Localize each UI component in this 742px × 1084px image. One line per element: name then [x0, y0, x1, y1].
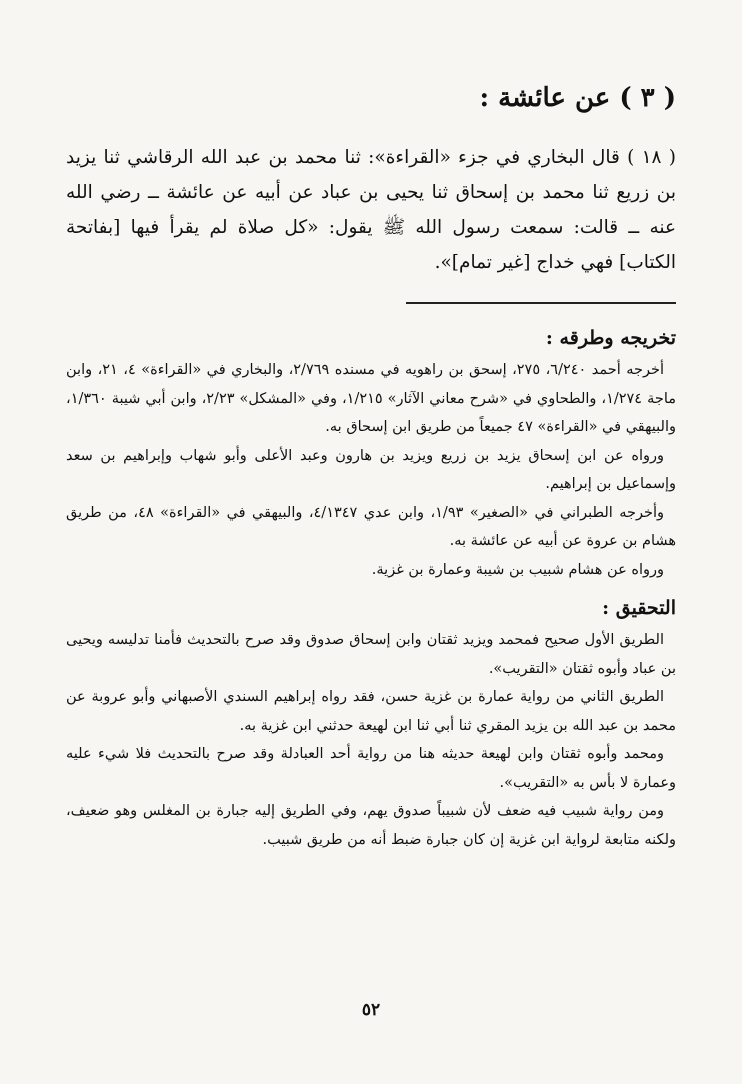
page-content: [66, 78, 676, 1044]
tahqiq-paragraph: ومن رواية شبيب فيه ضعف لأن شبيباً صدوق يهم، وفي الطريق إليه جبارة بن المغلس وهو ضعيف، ولكنه متابعة لرواية ابن غزية إن كان جبارة ضبط أنه من طريق شبيب.: [66, 803, 676, 848]
tahqiq-paragraph: ومحمد وأبوه ثقتان وابن لهيعة حديثه هنا من رواية أحد العبادلة وقد صرح بالتحديث فلا شيء عليه وعمارة لا بأس به «التقريب».: [66, 746, 676, 791]
takhrij-paragraph: أخرجه أحمد ٦/٢٤٠، ٢٧٥، إسحق بن راهويه في مسنده ٢/٧٦٩، والبخاري في «القراءة» ٤، ٢١، وابن ماجة ١/٢٧٤، والطحاوي في «شرح معاني الآثار» ١/٢١٥، وفي «المشكل» ٢/٢٣، وابن أبي شيبة ١/٣٦٠، والبيهقي في «القراءة» ٤٧ جميعاً من طريق ابن إسحاق به.: [66, 362, 677, 435]
tahqiq-paragraph: الطريق الثاني من رواية عمارة بن غزية حسن، فقد رواه إبراهيم السندي الأصبهاني وأبو عروبة عن محمد بن عبد الله بن يزيد المقري ثنا أبي ثنا ابن لهيعة حدثني ابن غزية به.: [66, 689, 676, 734]
takhrij-paragraph: ورواه عن ابن إسحاق يزيد بن زريع ويزيد بن هارون وعبد الأعلى وأبو شهاب وإبراهيم بن سعد وإسماعيل بن إبراهيم.: [66, 447, 676, 492]
takhrij-paragraph: وأخرجه الطبراني في «الصغير» ١/٩٣، وابن عدي ٤/١٣٤٧، والبيهقي في «القراءة» ٤٨، من طريق هشام بن عروة عن أبيه عن عائشة به.: [66, 504, 676, 549]
page-number: ٥٢: [361, 1000, 381, 1020]
takhrij-paragraph: ورواه عن هشام شبيب بن شيبة وعمارة بن غزية.: [371, 561, 664, 578]
takhrij-section: [66, 324, 676, 584]
hadith-text: ( ١٨ ) قال البخاري في جزء «القراءة»: ثنا محمد بن عبد الله الرقاشي ثنا يزيد بن زريع ثنا محمد بن إسحاق ثنا يحيى بن عباد عن أبيه عن عائشة ــ رضي الله عنه ــ قالت: سمعت رسول الله ﷺ يقول: «كل صلاة لم يقرأ فيها [بفاتحة الكتاب] فهي خداج [غير تمام]».: [66, 147, 676, 273]
takhrij-heading: تخريجه وطرقه :: [545, 327, 676, 349]
footnote-divider: [406, 302, 676, 304]
tahqiq-section: [66, 594, 676, 854]
tahqiq-heading: التحقيق :: [602, 597, 676, 619]
tahqiq-paragraph: الطريق الأول صحيح فمحمد ويزيد ثقتان وابن إسحاق صدوق وقد صرح بالتحديث فأمنا تدليسه ويحيى بن عباد وأبوه ثقتان «التقريب».: [66, 632, 676, 677]
section-heading: ( ٣ ) عن عائشة :: [479, 83, 676, 113]
